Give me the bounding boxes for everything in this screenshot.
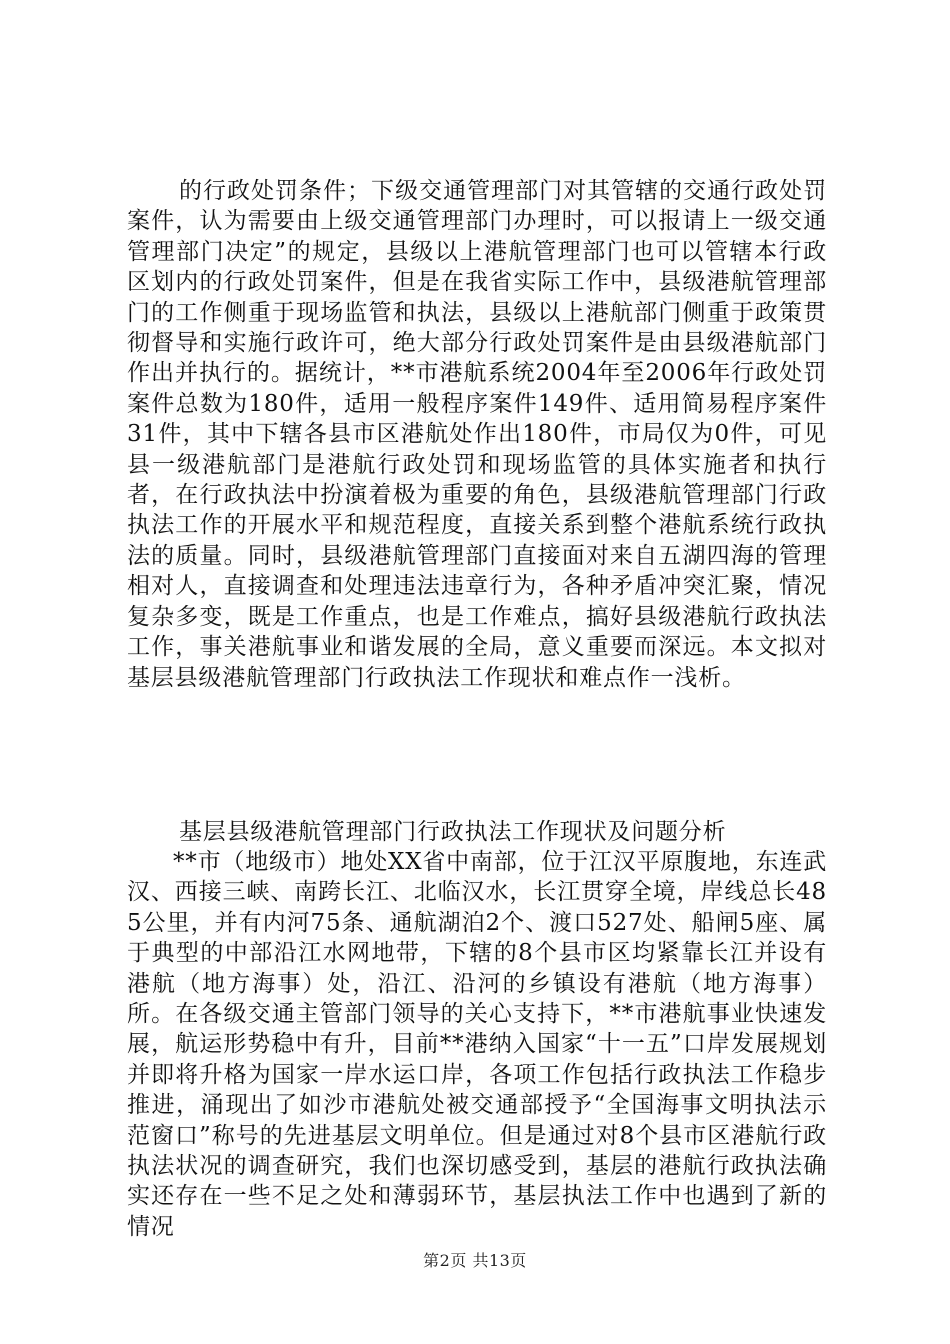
body-paragraph: **市（地级市）地处XX省中南部，位于江汉平原腹地，东连武汉、西接三峡、南跨长江、北临汉水，长江贯穿全境，岸线总长485公里，并有内河75条、通航湖泊2个、渡口527处、船闸5座、属于典型的中部沿江水网地带，下辖的8个县市区均紧靠长江并设有港航（地方海事）处，沿江、沿河的乡镇设有港航（地方海事）所。在各级交通主管部门领导的关心支持下，**市港航事业快速发展，航运形势稳中有升，目前**港纳入国家“十一五”口岸发展规划并即将升格为国家一岸水运口岸，各项工作包括行政执法工作稳步推进，涌现出了如沙市港航处被交通部授予“全国海事文明执法示范窗口”称号的先进基层文明单位。但是通过对8个县市区港航行政执法状况的调查研究，我们也深切感受到，基层的港航行政执法确实还存在一些不足之处和薄弱环节，基层执法工作中也遇到了新的情况 [127, 849, 827, 1240]
section-heading: 基层县级港航管理部门行政执法工作现状及问题分析 [179, 819, 727, 845]
body-paragraph: 的行政处罚条件；下级交通管理部门对其管辖的交通行政处罚案件，认为需要由上级交通管理部门办理时，可以报请上一级交通管理部门决定”的规定，县级以上港航管理部门也可以管辖本行政区划内的行政处罚案件，但是在我省实际工作中，县级港航管理部门的工作侧重于现场监管和执法，县级以上港航部门侧重于政策贯彻督导和实施行政许可，绝大部分行政处罚案件是由县级港航部门作出并执行的。据统计，**市港航系统2004年至2006年行政处罚案件总数为180件，适用一般程序案件149件、适用简易程序案件31件，其中下辖各县市区港航处作出180件，市局仅为0件，可见县一级港航部门是港航行政处罚和现场监管的具体实施者和执行者，在行政执法中扮演着极为重要的角色，县级港航管理部门行政执法工作的开展水平和规范程度，直接关系到整个港航系统行政执法的质量。同时，县级港航管理部门直接面对来自五湖四海的管理相对人，直接调查和处理违法违章行为，各种矛盾冲突汇聚，情况复杂多变，既是工作重点，也是工作难点，搞好县级港航行政执法工作，事关港航事业和谐发展的全局，意义重要而深远。本文拟对基层县级港航管理部门行政执法工作现状和难点作一浅析。 [127, 178, 827, 691]
page-number-footer: 第2页 共13页 [423, 1251, 527, 1270]
